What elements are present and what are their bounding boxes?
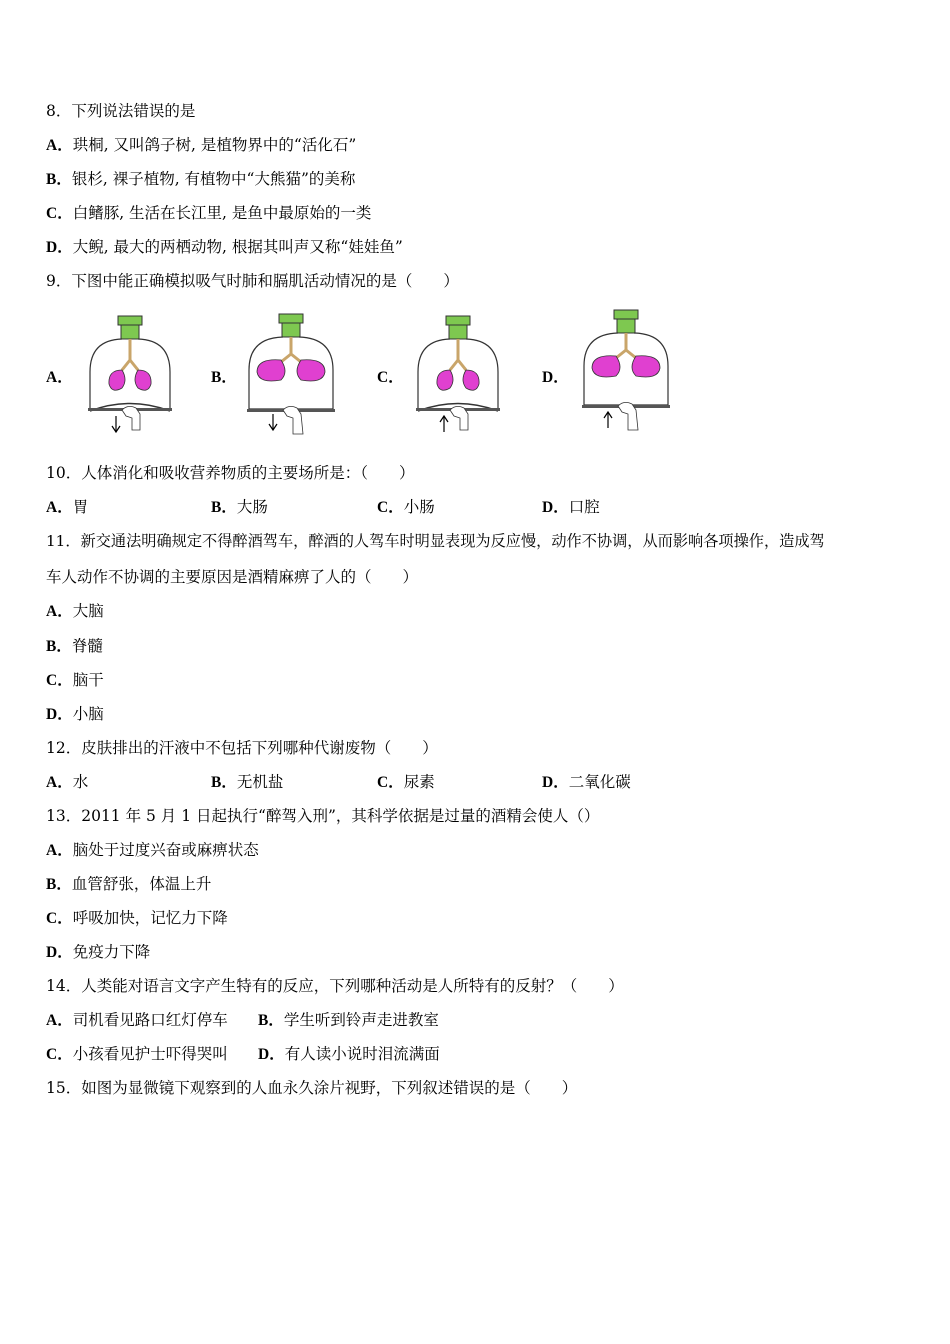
q9-stem: 9．下图中能正确模拟吸气时肺和膈肌活动情况的是（ ） xyxy=(46,272,459,290)
q10-option-c xyxy=(377,497,435,518)
q13-option-d xyxy=(46,942,150,963)
option-label: B． xyxy=(46,876,72,893)
option-text: 司机看见路口红灯停车 xyxy=(72,1011,228,1029)
q8-option-a xyxy=(46,135,356,156)
option-text: 学生听到铃声走进教室 xyxy=(283,1011,439,1029)
option-text: 银杉, 裸子植物, 有植物中“大熊猫”的美称 xyxy=(71,170,356,188)
q14-option-a xyxy=(46,1010,228,1031)
option-label: A． xyxy=(46,499,73,516)
option-text: 脑干 xyxy=(72,671,104,689)
option-label: C． xyxy=(46,1046,73,1063)
q8-stem: 8．下列说法错误的是 xyxy=(46,102,196,120)
option-text: 大脑 xyxy=(72,602,104,620)
q8-option-b xyxy=(46,169,355,190)
q10-option-b xyxy=(211,497,268,518)
option-text: 小肠 xyxy=(403,498,435,516)
q14-option-b xyxy=(258,1010,439,1031)
option-label: D． xyxy=(542,499,569,516)
option-text: 免疫力下降 xyxy=(72,943,151,961)
option-label: C． xyxy=(46,672,73,689)
q12-option-a xyxy=(46,772,88,793)
option-label: D． xyxy=(46,706,73,723)
q11-option-c xyxy=(46,670,104,691)
q13-stem: 13．2011 年 5 月 1 日起执行“醉驾入刑”，其科学依据是过量的酒精会使人（） xyxy=(46,807,600,825)
option-text: 小脑 xyxy=(72,705,104,723)
option-text: 珙桐, 又叫鸽子树, 是植物界中的“活化石” xyxy=(72,136,357,154)
q10-option-a xyxy=(46,497,88,518)
option-label: C． xyxy=(377,774,404,791)
q9-figure-c-label: C． xyxy=(377,369,404,386)
q12-option-b xyxy=(211,772,283,793)
option-label: D． xyxy=(46,944,73,961)
bell-jar-figure-d xyxy=(578,306,674,434)
q14-option-d xyxy=(258,1044,440,1065)
q13-option-b xyxy=(46,874,211,895)
q11-stem-line2: 车人动作不协调的主要原因是酒精麻痹了人的（ ） xyxy=(46,568,419,586)
option-text: 白鳍豚, 生活在长江里, 是鱼中最原始的一类 xyxy=(72,204,372,222)
q13-option-c xyxy=(46,908,228,929)
option-text: 小孩看见护士吓得哭叫 xyxy=(72,1045,228,1063)
option-label: A． xyxy=(46,774,73,791)
option-label: B． xyxy=(46,638,72,655)
option-label: A． xyxy=(46,137,73,154)
option-label: C． xyxy=(46,910,73,927)
option-text: 有人读小说时泪流满面 xyxy=(284,1045,440,1063)
option-text: 大肠 xyxy=(236,498,268,516)
q11-option-d xyxy=(46,704,104,725)
option-text: 呼吸加快，记忆力下降 xyxy=(72,909,228,927)
q15-stem: 15．如图为显微镜下观察到的人血永久涂片视野，下列叙述错误的是（ ） xyxy=(46,1079,578,1097)
q10-stem: 10．人体消化和吸收营养物质的主要场所是：（ ） xyxy=(46,464,415,482)
q8-option-d xyxy=(46,237,403,258)
option-label: D． xyxy=(542,774,569,791)
q12-option-d xyxy=(542,772,631,793)
option-label: B． xyxy=(258,1012,284,1029)
q12-option-c xyxy=(377,772,435,793)
option-label: B． xyxy=(46,171,72,188)
option-label: B． xyxy=(211,774,237,791)
option-text: 大鲵, 最大的两栖动物, 根据其叫声又称“娃娃鱼” xyxy=(72,238,403,256)
q14-stem: 14．人类能对语言文字产生特有的反应，下列哪种活动是人所特有的反射？（ ） xyxy=(46,977,624,995)
q12-stem: 12．皮肤排出的汗液中不包括下列哪种代谢废物（ ） xyxy=(46,739,438,757)
q10-option-d xyxy=(542,497,600,518)
option-label: A． xyxy=(46,603,73,620)
option-text: 二氧化碳 xyxy=(568,773,631,791)
bell-jar-figure-a xyxy=(82,312,178,438)
q9-figure-a-label: A． xyxy=(46,369,73,386)
option-label: C． xyxy=(377,499,404,516)
option-label: C． xyxy=(46,205,73,222)
option-text: 口腔 xyxy=(568,498,600,516)
bell-jar-figure-b xyxy=(243,310,339,438)
option-text: 水 xyxy=(72,773,89,791)
option-text: 无机盐 xyxy=(236,773,284,791)
option-label: A． xyxy=(46,1012,73,1029)
option-text: 胃 xyxy=(72,498,89,516)
q8-option-c xyxy=(46,203,371,224)
option-label: A． xyxy=(46,842,73,859)
q11-stem-line1: 11．新交通法明确规定不得醉酒驾车，醉酒的人驾车时明显表现为反应慢，动作不协调，从而影响各项操作，造成驾 xyxy=(46,532,825,550)
option-text: 脑处于过度兴奋或麻痹状态 xyxy=(72,841,259,859)
q13-option-a xyxy=(46,840,259,861)
option-label: B． xyxy=(211,499,237,516)
q14-option-c xyxy=(46,1044,228,1065)
bell-jar-figure-c xyxy=(410,312,506,438)
option-label: D． xyxy=(46,239,73,256)
q9-figure-d-label: D． xyxy=(542,369,569,386)
option-label: D． xyxy=(258,1046,285,1063)
option-text: 尿素 xyxy=(403,773,435,791)
q11-option-a xyxy=(46,601,104,622)
option-text: 血管舒张，体温上升 xyxy=(71,875,212,893)
q9-figure-b-label: B． xyxy=(211,369,237,386)
q11-option-b xyxy=(46,636,103,657)
option-text: 脊髓 xyxy=(71,637,103,655)
